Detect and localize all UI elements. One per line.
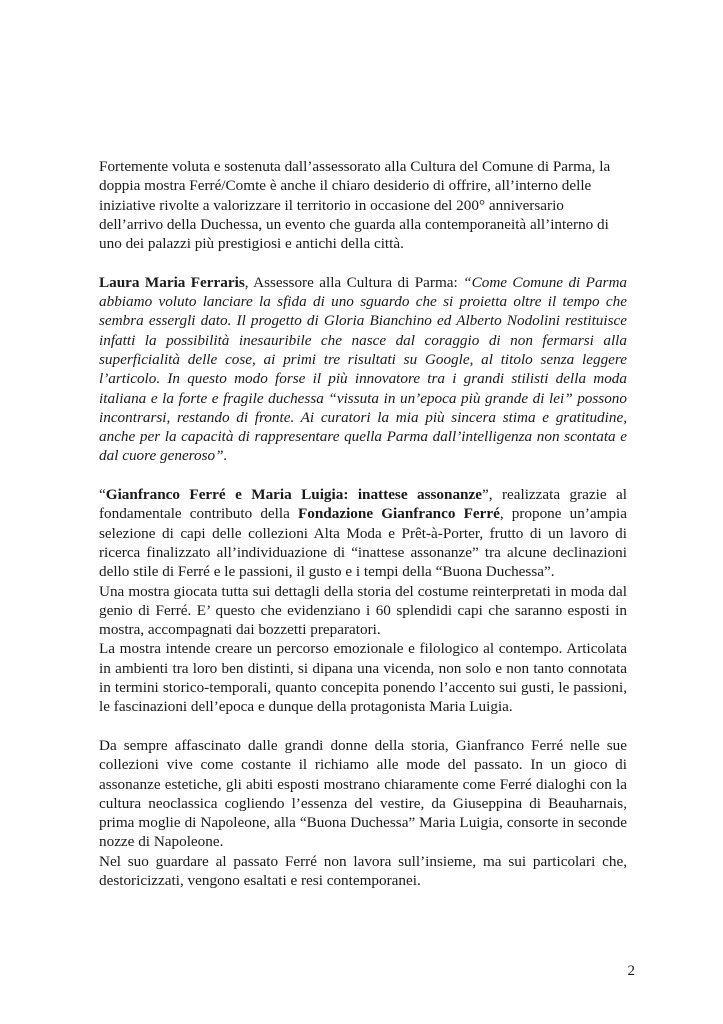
paragraph-gap [99, 466, 627, 485]
past-paragraph: Nel suo guardare al passato Ferré non lavora sull’insieme, ma sui particolari che, destoricizzati, vengono esaltati e resi contemporanei. [99, 852, 627, 889]
foundation-name: Fondazione Gianfranco Ferré [297, 505, 500, 523]
page-number: 2 [627, 963, 635, 979]
open-quote: “ [99, 486, 106, 504]
path-paragraph: La mostra intende creare un percorso emozionale e filologico al contempo. Articolata in ambienti tra loro ben distinti, si dipana una vicenda, non solo e non tanto connotata in termini storico-temporali, quanto concepita ponendo l’accento sui gusti, le passioni, le fascinazioni dell’epoca e dunque della protagonista Maria Luigia. [99, 640, 627, 716]
details-paragraph: Una mostra giocata tutta sui dettagli della storia del costume reinterpretati in moda dal genio di Ferré. E’ questo che evidenziano i 60 splendidi capi che saranno esposti in mostra, accompagnati dai bozzetti preparatori. [99, 582, 627, 639]
speaker-name: Laura Maria Ferraris [99, 273, 245, 291]
document-body [99, 157, 627, 890]
exhibition-paragraph [99, 485, 627, 581]
paragraph-gap [99, 253, 627, 272]
paragraph-gap [99, 717, 627, 736]
exhibition-title: Gianfranco Ferré e Maria Luigia: inattese assonanze [105, 486, 482, 504]
exhibition-text-a: ”, realizzata grazie al fondamentale contributo della [99, 486, 627, 523]
speaker-quote: “Come Comune di Parma abbiamo voluto lanciare la sfida di uno sguardo che si proietta oltre il tempo che sembra essergli dato. Il progetto di Gloria Bianchino ed Alberto Nodolini restituisce infatti la possibilità inesauribile che nasce dal coraggio di non fermarsi alla superficialità delle cose, ai primi tre risultati su Google, al titolo senza leggere l’articolo. In questo modo forse il più innovatore tra i grandi stilisti della moda italiana e la forte e fragile duchessa “vissuta in un’epoca più grande di lei” possono incontrarsi, restando di fronte. Ai curatori la mia più sincera stima e gratitudine, anche per la capacità di rappresentare quella Parma dall’intelligenza non scontata e dal cuore generoso”. [99, 273, 628, 465]
intro-paragraph: Fortemente voluta e sostenuta dall’assessorato alla Cultura del Comune di Parma, la doppia mostra Ferré/Comte è anche il chiaro desiderio di offrire, all’interno delle iniziative rivolte a valorizzare il territorio in occasione del 200° anniversario dell’arrivo della Duchessa, un evento che guarda alla contemporaneità all’interno di uno dei palazzi più prestigiosi e antichi della città. [99, 158, 611, 253]
speaker-role: , Assessore alla Cultura di Parma: [244, 273, 464, 291]
great-women-paragraph: Da sempre affascinato dalle grandi donne della storia, Gianfranco Ferré nelle sue collezioni vive come costante il richiamo alle mode del passato. In un gioco di assonanze estetiche, gli abiti esposti mostrano chiaramente come Ferré dialoghi con la cultura neoclassica cogliendo l’essenza del vestire, da Giuseppina di Beauharnais, prima moglie di Napoleone, alla “Buona Duchessa” Maria Luigia, consorte in seconde nozze di Napoleone. [99, 736, 627, 851]
exhibition-text-b: , propone un’ampia selezione di capi delle collezioni Alta Moda e Prêt-à-Porter, frutto di un lavoro di ricerca finalizzato all’individuazione di “inattese assonanze” tra alcune declinazioni dello stile di Ferré e le passioni, il gusto e i tempi della “Buona Duchessa”. [99, 505, 628, 581]
ferraris-quote-paragraph [99, 273, 627, 466]
